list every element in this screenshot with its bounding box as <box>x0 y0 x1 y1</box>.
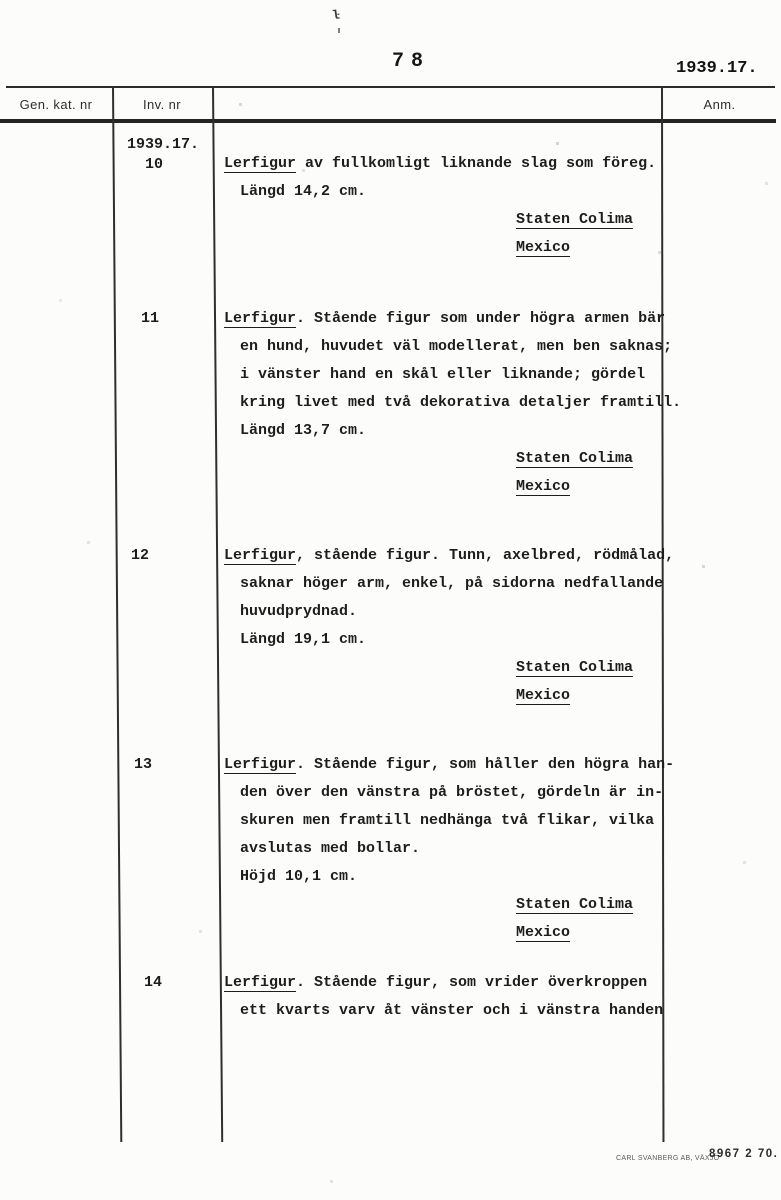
provenance-country: Mexico <box>516 687 571 704</box>
collection-reference: 1939.17. <box>676 59 758 78</box>
entry-first-line <box>224 969 670 997</box>
inventory-number: 12 <box>131 547 150 564</box>
inventory-number: 14 <box>144 974 163 991</box>
entry-text <box>224 969 670 1025</box>
inventory-number: 11 <box>141 310 160 327</box>
provenance-state: Staten Colima <box>516 659 634 676</box>
entry-text <box>224 305 682 501</box>
entry-term: Lerfigur <box>224 756 297 773</box>
entry-term: Lerfigur <box>224 155 297 172</box>
entry-first-line <box>224 751 675 779</box>
entry-text <box>224 542 675 710</box>
page-number: 78 <box>392 50 431 73</box>
provenance-country: Mexico <box>516 924 571 941</box>
provenance-country: Mexico <box>516 478 571 495</box>
entry-first-line <box>224 305 670 333</box>
entry-line: kring livet med två dekorativa detaljer framtill. <box>240 394 682 411</box>
entry-first-line-rest: . Stående figur som under högra armen bär <box>296 310 666 327</box>
entry-term: Lerfigur <box>224 310 297 327</box>
column-divider-invnr <box>212 86 223 1142</box>
provenance-country: Mexico <box>516 239 571 256</box>
entry-term: Lerfigur <box>224 547 297 564</box>
printer-code: 8967 2 70. <box>709 1148 779 1160</box>
table-top-rule <box>6 86 775 88</box>
entry-line: skuren men framtill nedhänga två flikar, vilka <box>240 812 655 829</box>
entry-term: Lerfigur <box>224 974 297 991</box>
entry-first-line-rest: , stående figur. Tunn, axelbred, rödmålad, <box>296 547 675 564</box>
entry-line: huvudprydnad. <box>240 603 358 620</box>
provenance-state: Staten Colima <box>516 211 634 228</box>
entry-text <box>224 751 675 947</box>
entry-first-line <box>224 542 675 570</box>
entry-first-line <box>224 150 670 178</box>
entry-first-line-rest: av fullkomligt liknande slag som föreg. <box>296 155 657 172</box>
column-header-gen-kat-nr: Gen. kat. nr <box>19 97 93 112</box>
printer-imprint: CARL SVANBERG AB, VÄXJÖ <box>616 1155 720 1162</box>
handwritten-mark-dot <box>338 28 340 33</box>
provenance-state: Staten Colima <box>516 450 634 467</box>
entry-line: Längd 13,7 cm. <box>240 422 367 439</box>
inventory-number: 10 <box>145 156 164 173</box>
entry-line: Längd 14,2 cm. <box>240 183 367 200</box>
handwritten-mark: ŀ <box>330 7 341 24</box>
entry-line: den över den vänstra på bröstet, gördeln är in- <box>240 784 664 801</box>
table-header-rule <box>0 119 776 123</box>
scan-speckles <box>0 0 1 1</box>
entry-line: en hund, huvudet väl modellerat, men ben saknas; <box>240 338 673 355</box>
inventory-number: 13 <box>134 756 153 773</box>
column-header-inv-nr: Inv. nr <box>143 97 181 112</box>
entry-line: Längd 19,1 cm. <box>240 631 367 648</box>
entry-text <box>224 150 670 262</box>
entry-line: i vänster hand en skål eller liknande; gördel <box>240 366 646 383</box>
entry-line: saknar höger arm, enkel, på sidorna nedfallande <box>240 575 664 592</box>
entry-first-line-rest: . Stående figur, som håller den högra han- <box>296 756 675 773</box>
entry-line: ett kvarts varv åt vänster och i vänstra handen <box>240 1002 664 1019</box>
entry-line: avslutas med bollar. <box>240 840 421 857</box>
inventory-year-prefix: 1939.17. <box>127 136 200 153</box>
entry-first-line-rest: . Stående figur, som vrider överkroppen <box>296 974 648 991</box>
column-header-anm: Anm. <box>703 97 736 112</box>
entry-line: Höjd 10,1 cm. <box>240 868 358 885</box>
column-divider-genkat <box>112 86 122 1142</box>
provenance-state: Staten Colima <box>516 896 634 913</box>
